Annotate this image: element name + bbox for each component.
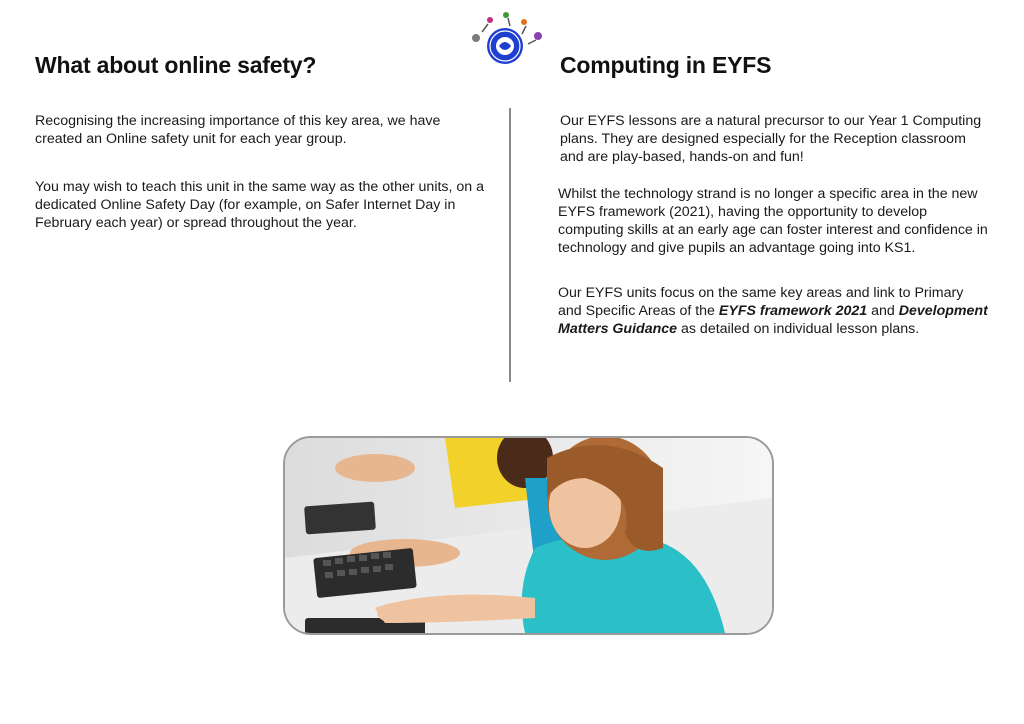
computing-eyfs-heading: Computing in EYFS (560, 52, 772, 78)
school-logo (466, 10, 548, 68)
development-matters-emphasis: Development Matters Guidance (558, 303, 988, 337)
online-safety-paragraph-2: You may wish to teach this unit in the same way as the other units, on a dedicated Online Safety Day (for example, on Safer Internet Day in February each year) or spread throughout the year. (35, 179, 484, 231)
eyfs-paragraph-3: Our EYFS units focus on the same key areas and link to Primary and Specific Areas of the EYFS framework 2021 and Development Matters Guidance as detailed on individual lesson plans. (558, 285, 988, 337)
eyfs-paragraph-2: Whilst the technology strand is no longer a specific area in the new EYFS framework (2021), having the opportunity to develop computing skills at an early age can foster interest and confidence in technology and give pupils an advantage going into KS1. (558, 186, 988, 256)
eyfs-paragraph-3-container (558, 282, 988, 340)
online-safety-paragraph-1: Recognising the increasing importance of this key area, we have created an Online safety unit for each year group. (35, 113, 441, 147)
children-at-keyboards-photo (283, 436, 774, 635)
eyfs-paragraph-1: Our EYFS lessons are a natural precursor to our Year 1 Computing plans. They are designed especially for the Reception classroom and are play-based, hands-on and fun! (560, 113, 982, 165)
column-divider (509, 108, 511, 382)
online-safety-heading: What about online safety? (35, 52, 317, 78)
eyfs-framework-emphasis: EYFS framework 2021 (718, 303, 868, 319)
